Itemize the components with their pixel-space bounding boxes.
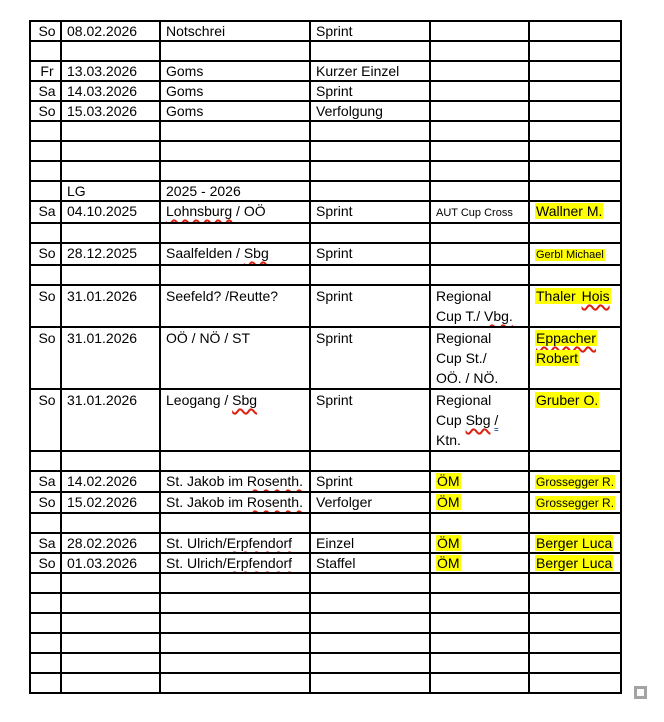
cell-text: Erpfendorf bbox=[226, 555, 293, 571]
cell-text: So bbox=[38, 392, 56, 408]
cell-text: Sprint bbox=[316, 473, 353, 489]
cell-text: Sprint bbox=[316, 203, 353, 219]
cell-location-r8[interactable] bbox=[160, 161, 310, 181]
cell-location-r1[interactable] bbox=[160, 21, 310, 41]
cell-text: ÖM bbox=[437, 473, 460, 489]
cell-date-r5[interactable] bbox=[61, 101, 160, 121]
cell-discipline-r10[interactable] bbox=[310, 201, 430, 223]
cell-athlete-r18[interactable] bbox=[529, 471, 621, 492]
schedule-table bbox=[29, 20, 622, 694]
cell-discipline-r24[interactable] bbox=[310, 593, 430, 613]
cell-text: Sa bbox=[38, 203, 56, 219]
cell-cup-r12[interactable] bbox=[430, 243, 529, 265]
table-row bbox=[30, 61, 621, 81]
cell-date-r7[interactable] bbox=[61, 141, 160, 161]
cell-athlete-r7[interactable] bbox=[529, 141, 621, 161]
cell-text: Sa bbox=[38, 535, 56, 551]
cell-cup-r1[interactable] bbox=[430, 21, 529, 41]
cell-athlete-r21[interactable] bbox=[529, 533, 621, 553]
cell-date-r21[interactable] bbox=[61, 533, 160, 553]
cell-cup-r2[interactable] bbox=[430, 41, 529, 61]
table-row bbox=[30, 41, 621, 61]
cell-text: Wallner M. bbox=[536, 203, 603, 219]
cell-day-r15[interactable] bbox=[30, 327, 61, 389]
cell-text: Cup bbox=[436, 412, 466, 428]
cell-text: 31.01.2026 bbox=[67, 330, 138, 346]
cell-discipline-r4[interactable] bbox=[310, 81, 430, 101]
cell-text: So bbox=[38, 288, 56, 304]
cell-cup-r18[interactable] bbox=[430, 471, 529, 492]
cell-text: So bbox=[38, 330, 56, 346]
cell-cup-r13[interactable] bbox=[430, 265, 529, 285]
schedule-table-body bbox=[30, 21, 621, 693]
cell-location-r7[interactable] bbox=[160, 141, 310, 161]
table-row bbox=[30, 265, 621, 285]
cell-text: Berger Luca bbox=[536, 535, 613, 551]
cell-text: Sa bbox=[38, 83, 56, 99]
cell-cup-r26[interactable] bbox=[430, 633, 529, 653]
cell-text: 31.01.2026 bbox=[67, 392, 138, 408]
cell-athlete-r26[interactable] bbox=[529, 633, 621, 653]
cell-text: ÖM bbox=[437, 494, 460, 510]
table-row bbox=[30, 161, 621, 181]
cell-cup-r16[interactable] bbox=[430, 389, 529, 451]
cell-text: Sprint bbox=[316, 288, 353, 304]
table-row bbox=[30, 327, 621, 389]
cell-date-r15[interactable] bbox=[61, 327, 160, 389]
table-row bbox=[30, 492, 621, 513]
table-row bbox=[30, 653, 621, 673]
cell-discipline-r17[interactable] bbox=[310, 451, 430, 471]
cell-discipline-r11[interactable] bbox=[310, 223, 430, 243]
cell-text: / bbox=[494, 412, 499, 428]
cell-day-r16[interactable] bbox=[30, 389, 61, 451]
cell-text: Rosenth. bbox=[246, 473, 303, 489]
cell-text: ÖM bbox=[437, 535, 460, 551]
cell-cup-r19[interactable] bbox=[430, 492, 529, 513]
cell-cup-r8[interactable] bbox=[430, 161, 529, 181]
table-row bbox=[30, 223, 621, 243]
table-row bbox=[30, 181, 621, 201]
cell-text: Cup T./ bbox=[436, 308, 484, 324]
cell-date-r12[interactable] bbox=[61, 243, 160, 265]
cell-athlete-r28[interactable] bbox=[529, 673, 621, 693]
table-row bbox=[30, 533, 621, 553]
cell-text: St. Ulrich/ bbox=[166, 535, 227, 551]
cell-text: Grossegger R. bbox=[536, 496, 615, 510]
cell-text: Einzel bbox=[316, 535, 355, 551]
cell-day-r21[interactable] bbox=[30, 533, 61, 553]
cell-text: Eppacher bbox=[536, 330, 596, 346]
cell-day-r27[interactable] bbox=[30, 653, 61, 673]
table-row bbox=[30, 21, 621, 41]
cell-day-r5[interactable] bbox=[30, 101, 61, 121]
cell-text: Kurzer Einzel bbox=[316, 63, 400, 79]
cell-cup-r15[interactable] bbox=[430, 327, 529, 389]
cell-discipline-r23[interactable] bbox=[310, 573, 430, 593]
cell-discipline-r1[interactable] bbox=[310, 21, 430, 41]
cell-cup-r20[interactable] bbox=[430, 513, 529, 533]
cell-text: So bbox=[38, 245, 56, 261]
cell-date-r28[interactable] bbox=[61, 673, 160, 693]
cell-text: OÖ. / NÖ. bbox=[436, 370, 499, 386]
cell-cup-r5[interactable] bbox=[430, 101, 529, 121]
cell-text: So bbox=[38, 494, 56, 510]
cell-text: 14.02.2026 bbox=[67, 473, 138, 489]
cell-text: Verfolgung bbox=[316, 103, 383, 119]
cell-text: Sbg bbox=[232, 392, 258, 408]
table-row bbox=[30, 593, 621, 613]
cell-text: Thaler bbox=[536, 288, 580, 304]
cell-athlete-r19[interactable] bbox=[529, 492, 621, 513]
cell-location-r28[interactable] bbox=[160, 673, 310, 693]
cell-text: Sbg bbox=[465, 412, 491, 428]
cell-date-r1[interactable] bbox=[61, 21, 160, 41]
cell-cup-r4[interactable] bbox=[430, 81, 529, 101]
cell-athlete-r3[interactable] bbox=[529, 61, 621, 81]
table-row bbox=[30, 633, 621, 653]
cell-location-r17[interactable] bbox=[160, 451, 310, 471]
cell-text: 08.02.2026 bbox=[67, 23, 138, 39]
cell-discipline-r9[interactable] bbox=[310, 181, 430, 201]
cell-text: Goms bbox=[166, 83, 204, 99]
cell-discipline-r2[interactable] bbox=[310, 41, 430, 61]
cell-location-r25[interactable] bbox=[160, 613, 310, 633]
cell-text: / OÖ bbox=[232, 203, 266, 219]
cell-discipline-r21[interactable] bbox=[310, 533, 430, 553]
cell-day-r7[interactable] bbox=[30, 141, 61, 161]
cell-discipline-r20[interactable] bbox=[310, 513, 430, 533]
cell-text: Saalfelden / bbox=[166, 245, 244, 261]
cell-athlete-r13[interactable] bbox=[529, 265, 621, 285]
cell-location-r18[interactable] bbox=[160, 471, 310, 492]
cell-cup-r17[interactable] bbox=[430, 451, 529, 471]
cell-date-r20[interactable] bbox=[61, 513, 160, 533]
cell-text: Vbg. bbox=[484, 308, 513, 324]
cell-discipline-r12[interactable] bbox=[310, 243, 430, 265]
cell-text: Grossegger R. bbox=[536, 475, 615, 489]
cell-date-r6[interactable] bbox=[61, 121, 160, 141]
cell-date-r14[interactable] bbox=[61, 285, 160, 327]
cell-day-r2[interactable] bbox=[30, 41, 61, 61]
cell-date-r27[interactable] bbox=[61, 653, 160, 673]
cell-text: Goms bbox=[166, 63, 204, 79]
cell-date-r24[interactable] bbox=[61, 593, 160, 613]
cell-date-r3[interactable] bbox=[61, 61, 160, 81]
cell-discipline-r7[interactable] bbox=[310, 141, 430, 161]
cell-text: Rosenth. bbox=[246, 494, 303, 510]
cell-date-r19[interactable] bbox=[61, 492, 160, 513]
cell-text: Leogang / bbox=[166, 392, 233, 408]
cell-text: 04.10.2025 bbox=[67, 203, 138, 219]
cell-cup-r14[interactable] bbox=[430, 285, 529, 327]
cell-cup-r23[interactable] bbox=[430, 573, 529, 593]
table-row bbox=[30, 101, 621, 121]
cell-text: Sbg bbox=[243, 245, 269, 261]
cell-discipline-r5[interactable] bbox=[310, 101, 430, 121]
cell-athlete-r12[interactable] bbox=[529, 243, 621, 265]
table-row bbox=[30, 201, 621, 223]
cell-day-r6[interactable] bbox=[30, 121, 61, 141]
cell-discipline-r15[interactable] bbox=[310, 327, 430, 389]
table-row bbox=[30, 471, 621, 492]
cell-athlete-r23[interactable] bbox=[529, 573, 621, 593]
cell-discipline-r28[interactable] bbox=[310, 673, 430, 693]
cell-discipline-r27[interactable] bbox=[310, 653, 430, 673]
cell-date-r17[interactable] bbox=[61, 451, 160, 471]
cell-date-r13[interactable] bbox=[61, 265, 160, 285]
cell-day-r13[interactable] bbox=[30, 265, 61, 285]
cell-text: Sa bbox=[38, 473, 56, 489]
cell-location-r19[interactable] bbox=[160, 492, 310, 513]
cell-text: LG bbox=[67, 183, 86, 199]
cell-location-r6[interactable] bbox=[160, 121, 310, 141]
cell-text: So bbox=[38, 555, 56, 571]
cell-text: 01.03.2026 bbox=[67, 555, 138, 571]
cell-text: Cup St./ bbox=[436, 350, 487, 366]
cell-date-r22[interactable] bbox=[61, 553, 160, 573]
cell-athlete-r4[interactable] bbox=[529, 81, 621, 101]
cell-date-r25[interactable] bbox=[61, 613, 160, 633]
cell-location-r15[interactable] bbox=[160, 327, 310, 389]
cell-date-r23[interactable] bbox=[61, 573, 160, 593]
cell-day-r19[interactable] bbox=[30, 492, 61, 513]
cell-discipline-r16[interactable] bbox=[310, 389, 430, 451]
cell-text: So bbox=[38, 103, 56, 119]
cell-athlete-r14[interactable] bbox=[529, 285, 621, 327]
cell-day-r25[interactable] bbox=[30, 613, 61, 633]
cell-text: Sprint bbox=[316, 23, 353, 39]
cell-cup-r3[interactable] bbox=[430, 61, 529, 81]
cell-date-r11[interactable] bbox=[61, 223, 160, 243]
table-row bbox=[30, 553, 621, 573]
cell-cup-r22[interactable] bbox=[430, 553, 529, 573]
cell-discipline-r26[interactable] bbox=[310, 633, 430, 653]
cell-location-r9[interactable] bbox=[160, 181, 310, 201]
cell-day-r18[interactable] bbox=[30, 471, 61, 492]
cell-cup-r24[interactable] bbox=[430, 593, 529, 613]
cell-day-r1[interactable] bbox=[30, 21, 61, 41]
cell-location-r2[interactable] bbox=[160, 41, 310, 61]
cell-athlete-r22[interactable] bbox=[529, 553, 621, 573]
table-row bbox=[30, 121, 621, 141]
table-row bbox=[30, 613, 621, 633]
cell-location-r23[interactable] bbox=[160, 573, 310, 593]
cell-discipline-r19[interactable] bbox=[310, 492, 430, 513]
cell-discipline-r22[interactable] bbox=[310, 553, 430, 573]
cell-athlete-r27[interactable] bbox=[529, 653, 621, 673]
cell-text: Ktn. bbox=[436, 432, 461, 448]
table-row bbox=[30, 243, 621, 265]
table-row bbox=[30, 451, 621, 471]
cell-text: Sprint bbox=[316, 330, 353, 346]
cell-day-r12[interactable] bbox=[30, 243, 61, 265]
cell-date-r16[interactable] bbox=[61, 389, 160, 451]
cell-day-r20[interactable] bbox=[30, 513, 61, 533]
cell-location-r14[interactable] bbox=[160, 285, 310, 327]
cell-text: Regional bbox=[436, 392, 492, 408]
cell-day-r22[interactable] bbox=[30, 553, 61, 573]
cell-discipline-r18[interactable] bbox=[310, 471, 430, 492]
cell-day-r17[interactable] bbox=[30, 451, 61, 471]
table-row bbox=[30, 573, 621, 593]
cell-text: Seefeld? /Reutte? bbox=[166, 288, 279, 304]
cell-location-r16[interactable] bbox=[160, 389, 310, 451]
cell-location-r27[interactable] bbox=[160, 653, 310, 673]
cell-athlete-r5[interactable] bbox=[529, 101, 621, 121]
cell-text: Gerbl Michael bbox=[536, 249, 604, 261]
cell-text: 15.02.2026 bbox=[67, 494, 138, 510]
cell-text: Sprint bbox=[316, 245, 353, 261]
cell-text: Robert bbox=[536, 350, 579, 366]
cell-location-r22[interactable] bbox=[160, 553, 310, 573]
cell-athlete-r20[interactable] bbox=[529, 513, 621, 533]
cell-day-r14[interactable] bbox=[30, 285, 61, 327]
cell-location-r4[interactable] bbox=[160, 81, 310, 101]
cell-day-r3[interactable] bbox=[30, 61, 61, 81]
cell-discipline-r14[interactable] bbox=[310, 285, 430, 327]
cell-day-r8[interactable] bbox=[30, 161, 61, 181]
cell-athlete-r8[interactable] bbox=[529, 161, 621, 181]
cell-text: Staffel bbox=[316, 555, 356, 571]
cell-cup-r27[interactable] bbox=[430, 653, 529, 673]
cell-text: 28.02.2026 bbox=[67, 535, 138, 551]
cell-text: 31.01.2026 bbox=[67, 288, 138, 304]
cell-date-r10[interactable] bbox=[61, 201, 160, 223]
cell-cup-r21[interactable] bbox=[430, 533, 529, 553]
cell-date-r8[interactable] bbox=[61, 161, 160, 181]
cell-cup-r10[interactable] bbox=[430, 201, 529, 223]
cell-athlete-r15[interactable] bbox=[529, 327, 621, 389]
cell-location-r10[interactable] bbox=[160, 201, 310, 223]
cell-athlete-r1[interactable] bbox=[529, 21, 621, 41]
cell-athlete-r6[interactable] bbox=[529, 121, 621, 141]
cell-location-r13[interactable] bbox=[160, 265, 310, 285]
cell-text: 28.12.2025 bbox=[67, 245, 138, 261]
cell-athlete-r24[interactable] bbox=[529, 593, 621, 613]
cell-day-r11[interactable] bbox=[30, 223, 61, 243]
cell-text: 2025 - 2026 bbox=[166, 183, 241, 199]
cell-text: So bbox=[38, 23, 56, 39]
cell-text: Berger Luca bbox=[536, 555, 613, 571]
cell-text: Erpfendorf bbox=[226, 535, 293, 551]
cell-cup-r9[interactable] bbox=[430, 181, 529, 201]
cell-location-r3[interactable] bbox=[160, 61, 310, 81]
cell-text: 14.03.2026 bbox=[67, 83, 138, 99]
cell-location-r11[interactable] bbox=[160, 223, 310, 243]
cell-text: Goms bbox=[166, 103, 204, 119]
cell-location-r24[interactable] bbox=[160, 593, 310, 613]
cell-cup-r28[interactable] bbox=[430, 673, 529, 693]
cell-text: Gruber O. bbox=[536, 392, 599, 408]
cell-text: Fr bbox=[40, 63, 54, 79]
cell-discipline-r8[interactable] bbox=[310, 161, 430, 181]
table-row bbox=[30, 141, 621, 161]
table-row bbox=[30, 389, 621, 451]
cell-text: St. Jakob im bbox=[166, 473, 247, 489]
cell-text: ÖM bbox=[437, 555, 460, 571]
cell-location-r26[interactable] bbox=[160, 633, 310, 653]
cell-date-r26[interactable] bbox=[61, 633, 160, 653]
table-resize-handle[interactable] bbox=[634, 686, 647, 699]
cell-date-r9[interactable] bbox=[61, 181, 160, 201]
cell-athlete-r16[interactable] bbox=[529, 389, 621, 451]
table-row bbox=[30, 285, 621, 327]
cell-text: Regional bbox=[436, 288, 492, 304]
cell-text: St. Ulrich/ bbox=[166, 555, 227, 571]
table-row bbox=[30, 673, 621, 693]
cell-cup-r11[interactable] bbox=[430, 223, 529, 243]
cell-location-r12[interactable] bbox=[160, 243, 310, 265]
table-row bbox=[30, 513, 621, 533]
cell-discipline-r6[interactable] bbox=[310, 121, 430, 141]
cell-athlete-r2[interactable] bbox=[529, 41, 621, 61]
cell-day-r4[interactable] bbox=[30, 81, 61, 101]
cell-athlete-r11[interactable] bbox=[529, 223, 621, 243]
cell-cup-r25[interactable] bbox=[430, 613, 529, 633]
cell-text: Regional bbox=[436, 330, 492, 346]
cell-day-r10[interactable] bbox=[30, 201, 61, 223]
cell-date-r2[interactable] bbox=[61, 41, 160, 61]
cell-cup-r6[interactable] bbox=[430, 121, 529, 141]
cell-text: AUT Cup Cross bbox=[436, 207, 513, 219]
cell-date-r4[interactable] bbox=[61, 81, 160, 101]
cell-athlete-r10[interactable] bbox=[529, 201, 621, 223]
cell-text: Hois bbox=[581, 288, 610, 304]
cell-day-r26[interactable] bbox=[30, 633, 61, 653]
cell-text: St. Jakob im bbox=[166, 494, 247, 510]
cell-day-r28[interactable] bbox=[30, 673, 61, 693]
cell-text: 13.03.2026 bbox=[67, 63, 138, 79]
cell-date-r18[interactable] bbox=[61, 471, 160, 492]
cell-discipline-r13[interactable] bbox=[310, 265, 430, 285]
cell-location-r21[interactable] bbox=[160, 533, 310, 553]
cell-day-r24[interactable] bbox=[30, 593, 61, 613]
cell-text: Sprint bbox=[316, 392, 353, 408]
cell-cup-r7[interactable] bbox=[430, 141, 529, 161]
cell-text: 15.03.2026 bbox=[67, 103, 138, 119]
cell-location-r20[interactable] bbox=[160, 513, 310, 533]
cell-discipline-r25[interactable] bbox=[310, 613, 430, 633]
cell-text: Notschrei bbox=[166, 23, 226, 39]
cell-athlete-r17[interactable] bbox=[529, 451, 621, 471]
cell-day-r9[interactable] bbox=[30, 181, 61, 201]
cell-athlete-r9[interactable] bbox=[529, 181, 621, 201]
cell-text: Verfolger bbox=[316, 494, 373, 510]
table-row bbox=[30, 81, 621, 101]
cell-text: Lohnsburg bbox=[166, 203, 233, 219]
cell-location-r5[interactable] bbox=[160, 101, 310, 121]
cell-text: OÖ / NÖ / ST bbox=[166, 330, 251, 346]
cell-athlete-r25[interactable] bbox=[529, 613, 621, 633]
cell-discipline-r3[interactable] bbox=[310, 61, 430, 81]
cell-day-r23[interactable] bbox=[30, 573, 61, 593]
cell-text: Sprint bbox=[316, 83, 353, 99]
